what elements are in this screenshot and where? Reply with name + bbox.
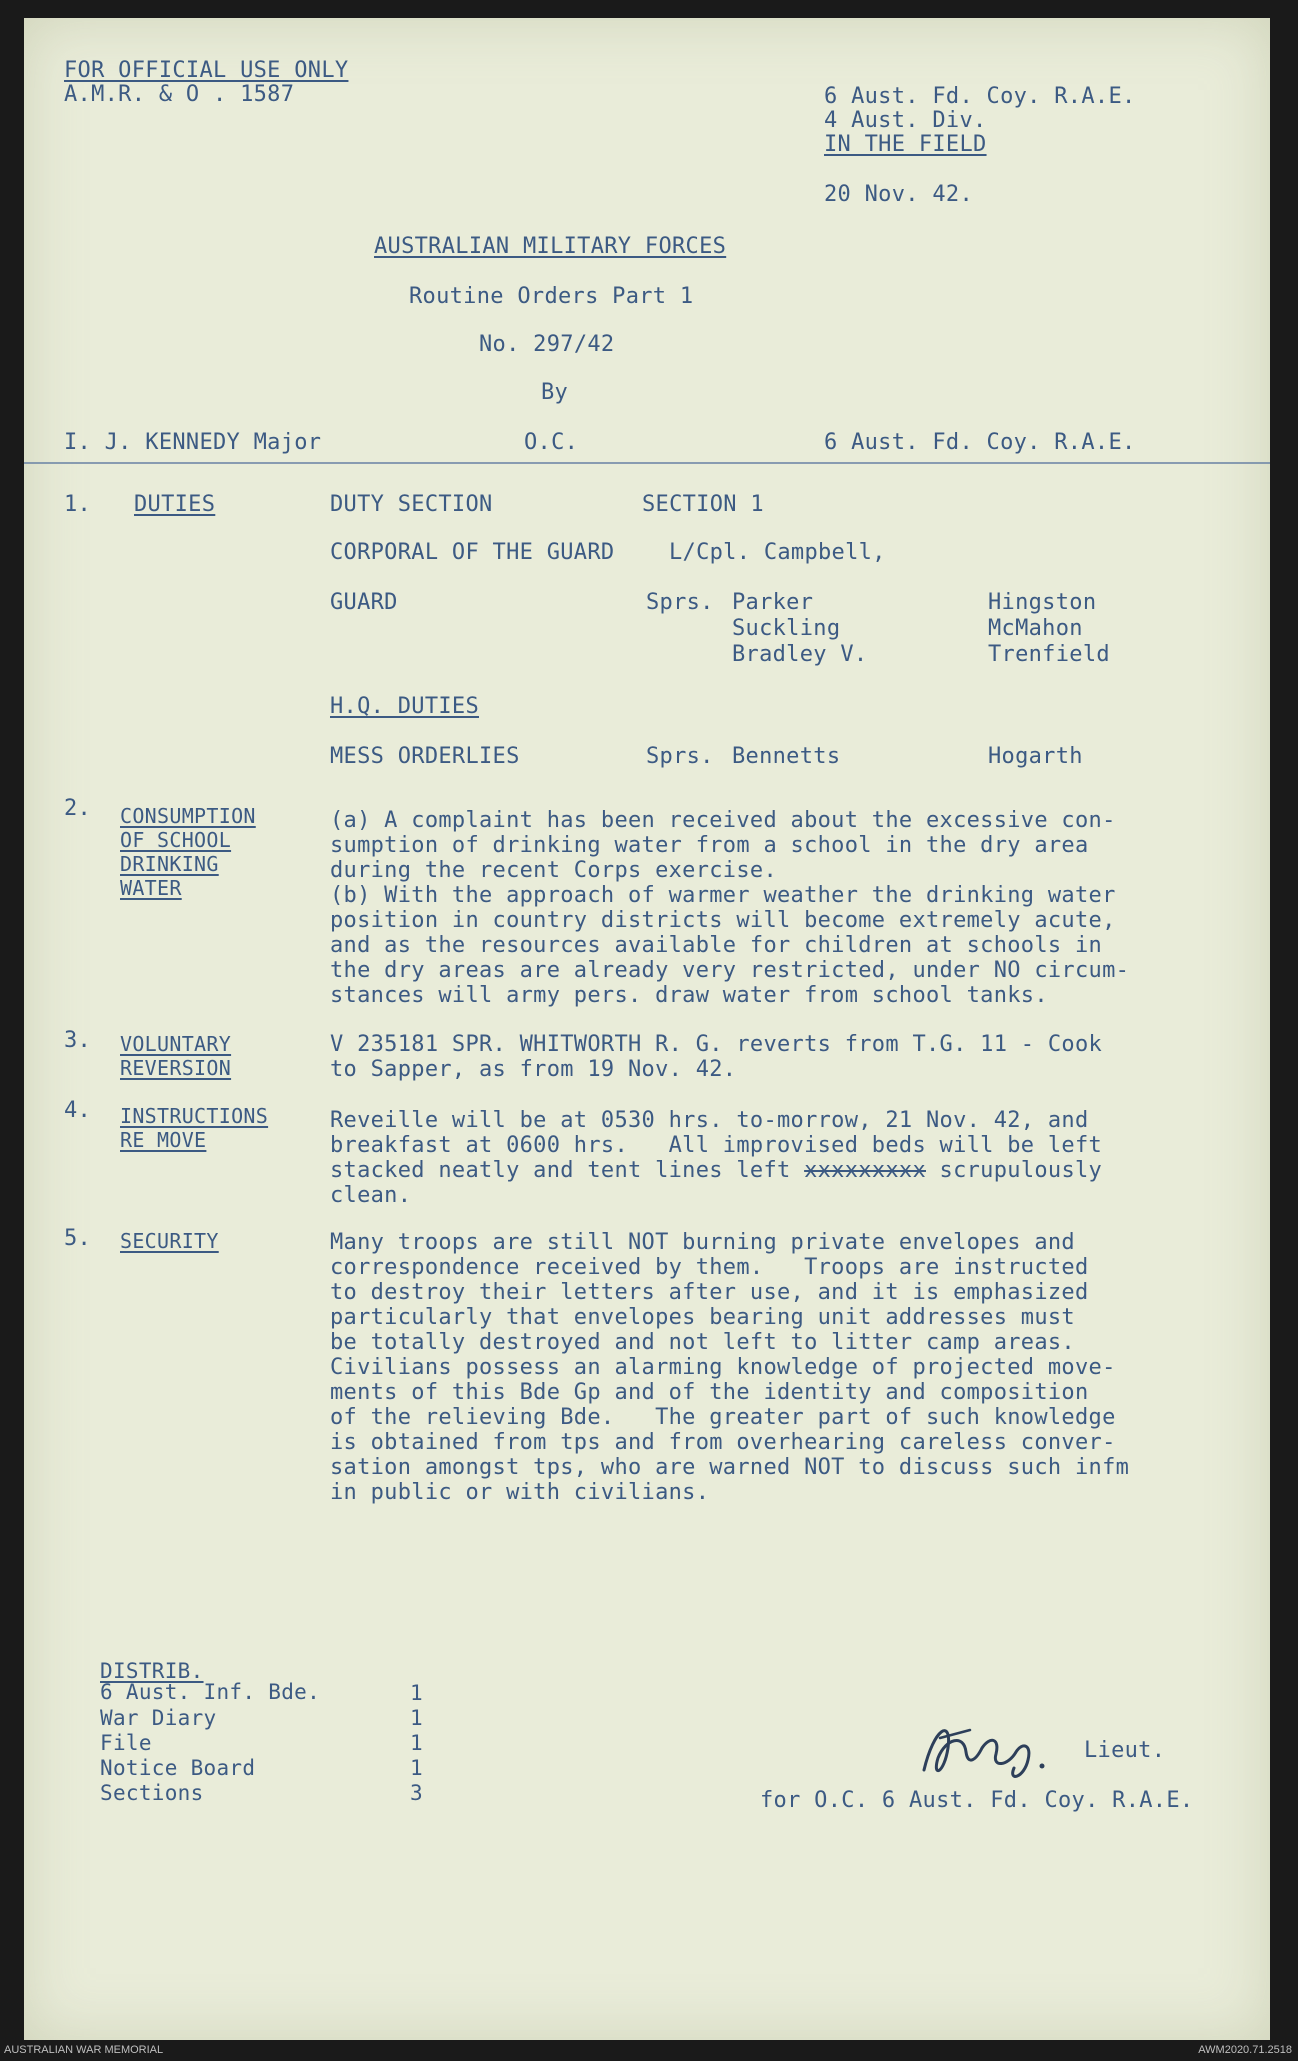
guard-label: GUARD [330, 590, 398, 615]
corporal-value: L/Cpl. Campbell, [669, 540, 886, 565]
document-page [24, 18, 1270, 2040]
distribution-entry-name: File [100, 1731, 152, 1755]
archive-footer-right: AWM2020.71.2518 [1198, 2044, 1292, 2056]
commander-unit: 6 Aust. Fd. Coy. R.A.E. [824, 430, 1136, 455]
commander-name: I. J. KENNEDY Major [64, 430, 322, 455]
guard-list-1: Parker Suckling Bradley V. [732, 590, 868, 667]
paragraph-5: Many troops are still NOT burning private envelopes and correspondence received by them. Troops are instructed to destroy their letters after use, and it is emphasized particularly that envelopes bearing unit addresses must be totally destroyed and not left to litter camp areas. Civilians possess an alarming knowledge of projected move- ments of this Bde Gp and of the identity and composition of the relieving Bde. The greater part of such knowledge is obtained from tps and from overhearing careless conver- sation amongst tps, who are warned NOT to discuss such infm in public or with civilians. [330, 1230, 1130, 1505]
duty-section-value: SECTION 1 [642, 492, 764, 517]
distribution-entry-qty: 1 [410, 1756, 423, 1780]
distribution-entry-qty: 1 [410, 1731, 423, 1755]
mess-name-1: Bennetts [732, 744, 841, 769]
mess-rank: Sprs. [646, 744, 714, 769]
distribution-entry-name: 6 Aust. Inf. Bde. [100, 1680, 321, 1704]
paragraph-4 [330, 1108, 1102, 1208]
item-heading-duties: DUTIES [134, 492, 216, 517]
distribution-entry-qty: 1 [410, 1681, 423, 1705]
item-number: 4. [64, 1098, 92, 1123]
mess-name-2: Hogarth [988, 744, 1083, 769]
duty-section-label: DUTY SECTION [330, 492, 493, 517]
distribution-entry-name: War Diary [100, 1706, 217, 1730]
amr-reference: A.M.R. & O . 1587 [64, 82, 295, 107]
paragraph-2: (a) A complaint has been received about the excessive con- sumption of drinking water from a school in the dry area during the recent Corps exercise. (b) With the approach of warmer weather the drinking water position in country districts will become extremely acute, and as the resources available for children at schools in the dry areas are already very restricted, under NO circum- stances will army pers. draw water from school tanks. [330, 808, 1130, 1008]
struck-text: xxxxxxxxx [804, 1158, 926, 1183]
distribution-entry-qty: 1 [410, 1706, 423, 1730]
item-number: 2. [64, 796, 92, 821]
paragraph-4-part-a: Reveille will be at 0530 hrs. to-morrow, 21 Nov. 42, and breakfast at 0600 hrs. All improvised beds will be left stacked neatly and tent lines left [330, 1108, 1103, 1183]
unit-line-1: 6 Aust. Fd. Coy. R.A.E. [824, 84, 1136, 109]
signature-for-line: for O.C. 6 Aust. Fd. Coy. R.A.E. [760, 1788, 1194, 1813]
order-number: No. 297/42 [479, 332, 615, 357]
by-label: By [541, 380, 569, 405]
unit-line-2: 4 Aust. Div. [824, 108, 987, 133]
item-number: 3. [64, 1028, 92, 1053]
orders-title: Routine Orders Part 1 [409, 284, 694, 309]
handwritten-signature [904, 1708, 1074, 1788]
commander-role: O.C. [524, 430, 579, 455]
mess-label: MESS ORDERLIES [330, 744, 520, 769]
paragraph-3: V 235181 SPR. WHITWORTH R. G. reverts from T.G. 11 - Cook to Sapper, as from 19 Nov. 42. [330, 1032, 1103, 1082]
item-heading-consumption: CONSUMPTION OF SCHOOL DRINKING WATER [120, 804, 256, 900]
signature-rank: Lieut. [1084, 1738, 1166, 1763]
archive-footer-left: AUSTRALIAN WAR MEMORIAL [4, 2044, 164, 2056]
guard-rank: Sprs. [646, 590, 714, 615]
item-heading-move: INSTRUCTIONS RE MOVE [120, 1104, 269, 1152]
hq-duties-label: H.Q. DUTIES [330, 694, 479, 719]
distribution-heading: DISTRIB. [100, 1659, 204, 1683]
item-number: 5. [64, 1226, 92, 1251]
official-use-label: FOR OFFICIAL USE ONLY [64, 58, 349, 83]
item-heading-reversion: VOLUNTARY REVERSION [120, 1032, 232, 1080]
distribution-entry-name: Notice Board [100, 1756, 256, 1780]
distribution-entry-name: Sections [100, 1781, 204, 1805]
item-number: 1. [64, 492, 92, 517]
document-date: 20 Nov. 42. [824, 182, 973, 207]
corporal-label: CORPORAL OF THE GUARD [330, 540, 615, 565]
forces-title: AUSTRALIAN MILITARY FORCES [374, 234, 727, 259]
separator-rule [24, 462, 1270, 464]
guard-list-2: Hingston McMahon Trenfield [988, 590, 1110, 667]
unit-line-3: IN THE FIELD [824, 132, 987, 157]
paragraph-4-part-b: scrupulously clean. [330, 1158, 1103, 1208]
distribution-entry-qty: 3 [410, 1781, 423, 1805]
item-heading-security: SECURITY [120, 1229, 219, 1253]
